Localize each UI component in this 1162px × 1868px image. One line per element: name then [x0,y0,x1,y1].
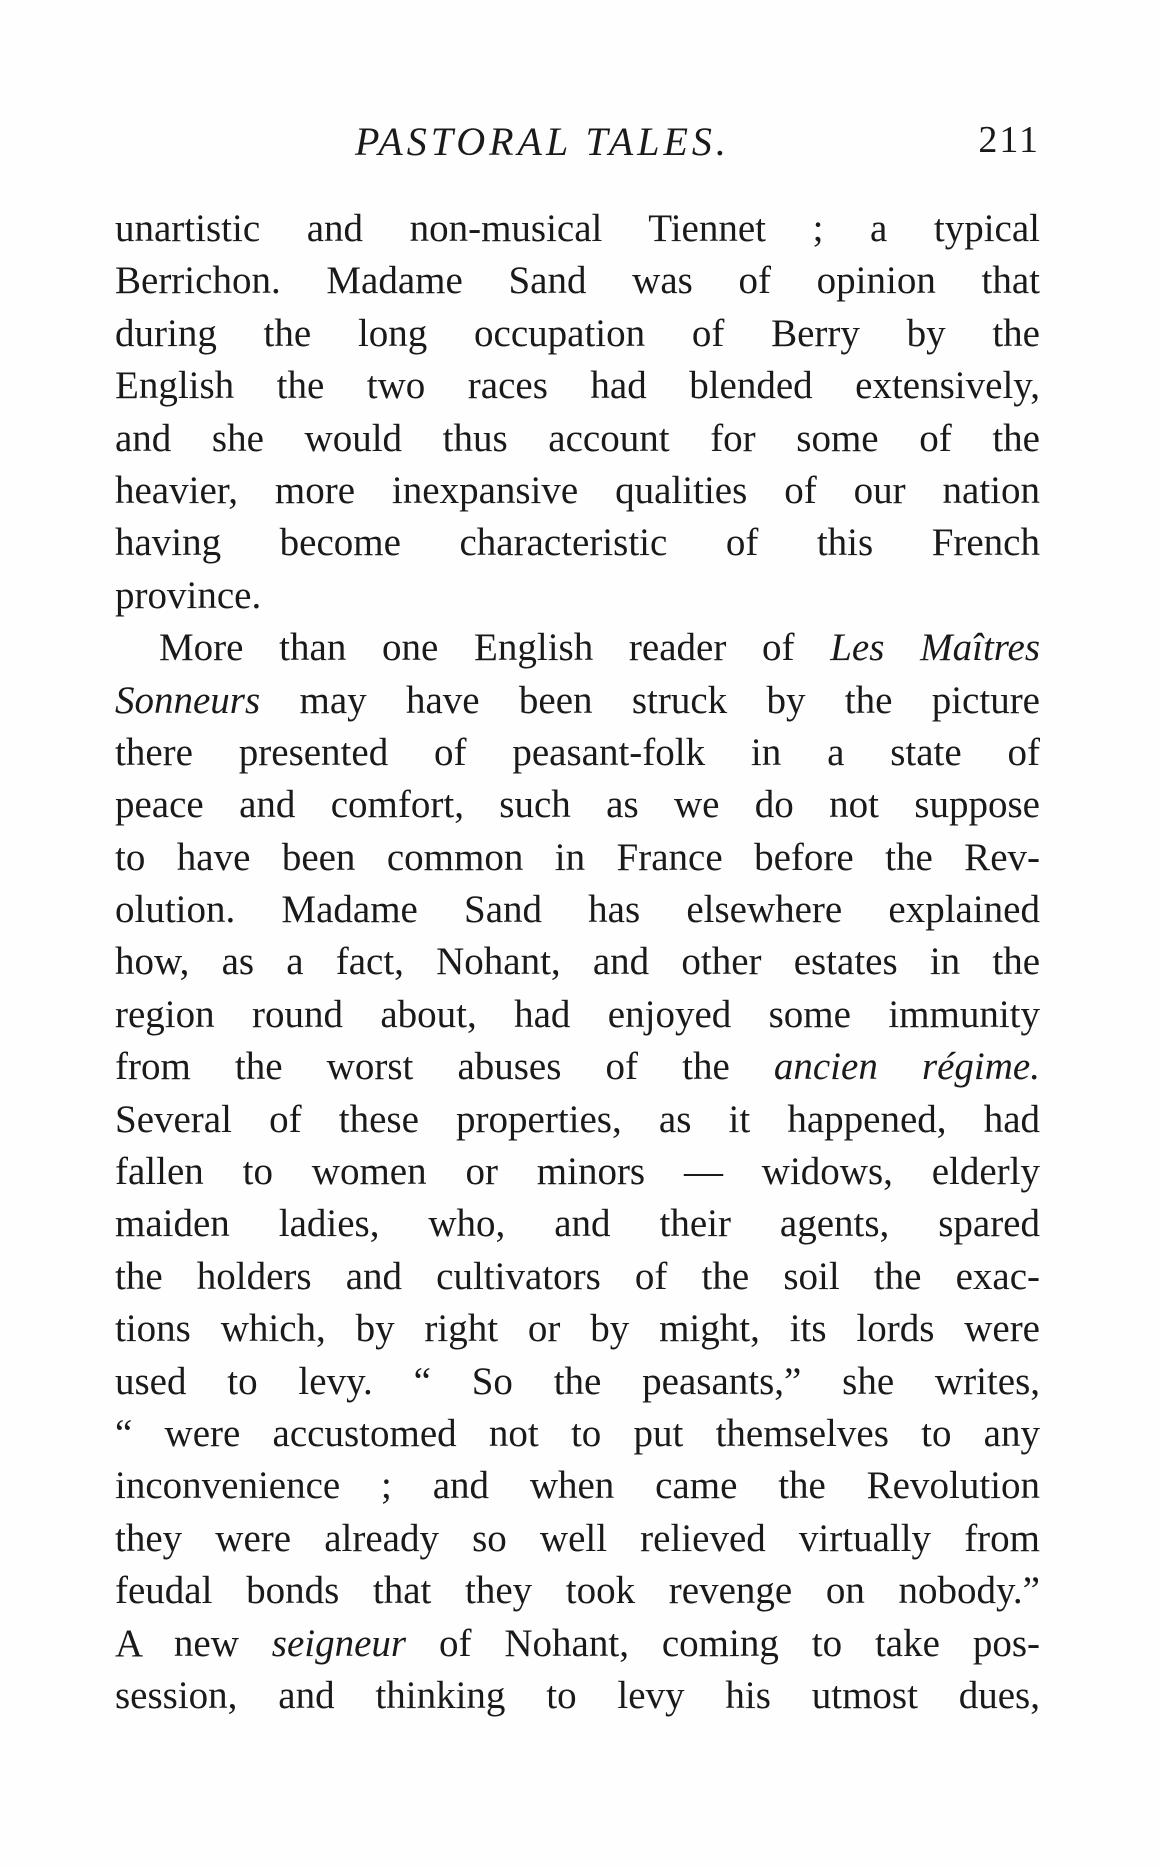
text-line: olution. Madame Sand has elsewhere explained [115,888,1040,932]
text-line: peace and comfort, such as we do not suppose [115,783,1040,827]
text-line: feudal bonds that they took revenge on nobody.” [115,1569,1040,1613]
text-line: Several of these properties, as it happened, had [115,1097,1040,1141]
text-run: More than one English reader of [159,626,831,670]
text-line [115,675,1040,727]
italic-title: Les Maîtres [830,626,1040,670]
running-head [115,118,1040,168]
italic-title: Sonneurs [115,678,261,722]
text-line: Berrichon. Madame Sand was of opinion that [115,259,1040,303]
body-text [115,203,1040,1722]
paragraph-1 [115,203,1040,622]
text-line [115,1618,1040,1670]
text-line: fallen to women or minors — widows, elderly [115,1150,1040,1194]
running-title: PASTORAL TALES. [355,119,730,164]
text-line: and she would thus account for some of the [115,416,1040,460]
text-line: session, and thinking to levy his utmost dues, [115,1673,1040,1717]
page-number: 211 [978,119,1040,161]
text-line: how, as a fact, Nohant, and other estates in the [115,940,1040,984]
text-line: unartistic and non-musical Tiennet ; a typical [115,207,1040,250]
text-run: A new [115,1621,272,1665]
italic-phrase: ancien régime. [773,1045,1040,1089]
italic-word: seigneur [271,1621,407,1665]
text-line: used to levy. “ So the peasants,” she writes, [115,1359,1040,1403]
paragraph-2 [115,622,1040,1722]
text-line: the holders and cultivators of the soil the exac- [115,1254,1040,1298]
text-line [115,1041,1040,1093]
text-run: of Nohant, coming to take pos- [406,1621,1040,1665]
text-line: region round about, had enjoyed some immunity [115,992,1040,1036]
text-line: maiden ladies, who, and their agents, spared [115,1202,1040,1246]
text-line [115,622,1040,674]
text-line: there presented of peasant-folk in a state of [115,730,1040,774]
text-line: province. [115,573,262,617]
text-line: “ were accustomed not to put themselves to any [115,1411,1040,1455]
text-line: heavier, more inexpansive qualities of our nation [115,468,1040,512]
text-run: may have been struck by the picture [260,678,1040,722]
text-line: they were already so well relieved virtually from [115,1516,1040,1560]
text-line: English the two races had blended extensively, [115,364,1040,408]
text-run: from the worst abuses of the [115,1045,774,1089]
text-line: tions which, by right or by might, its lords were [115,1307,1040,1351]
text-line: having become characteristic of this French [115,521,1040,565]
text-line: during the long occupation of Berry by the [115,311,1040,355]
text-line: to have been common in France before the Rev- [115,835,1040,879]
text-line: inconvenience ; and when came the Revolution [115,1464,1040,1508]
